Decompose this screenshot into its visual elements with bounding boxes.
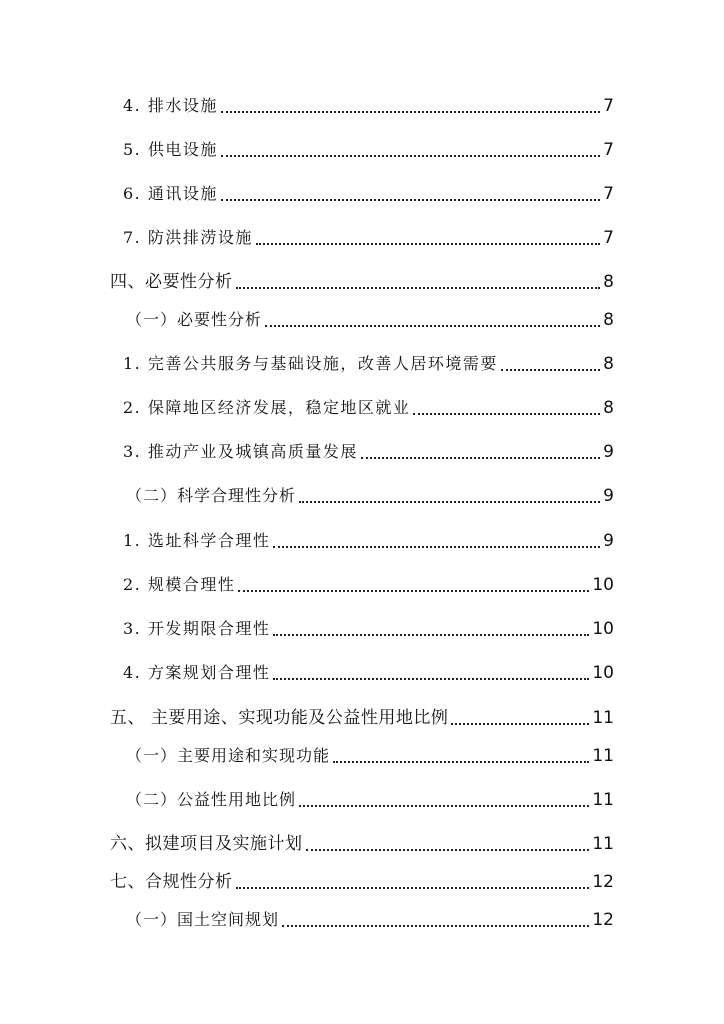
toc-entry-title: 5. 供电设施 bbox=[123, 140, 218, 159]
toc-entry-title: 6. 通讯设施 bbox=[123, 184, 218, 203]
toc-entry[interactable] bbox=[0, 743, 614, 769]
toc-page-number: 7 bbox=[603, 228, 614, 248]
toc-entry-title: 1. 完善公共服务与基础设施，改善人居环境需要 bbox=[123, 354, 498, 373]
toc-entry-title: 4. 排水设施 bbox=[123, 96, 218, 115]
toc-page-number: 10 bbox=[592, 663, 614, 683]
dot-leader bbox=[306, 849, 590, 851]
toc-entry[interactable] bbox=[0, 705, 614, 731]
toc-entry[interactable] bbox=[0, 137, 614, 163]
toc-entry-title: 七、合规性分析 bbox=[110, 872, 233, 892]
toc-entry[interactable] bbox=[0, 660, 614, 686]
toc-entry[interactable] bbox=[0, 869, 614, 895]
dot-leader bbox=[273, 678, 589, 680]
toc-entry-title: 2. 保障地区经济发展，稳定地区就业 bbox=[123, 398, 411, 417]
toc-entry[interactable] bbox=[0, 616, 614, 642]
toc-page-number: 8 bbox=[603, 354, 614, 374]
toc-entry[interactable] bbox=[0, 907, 614, 933]
toc-entry-title: （一）必要性分析 bbox=[126, 310, 263, 329]
toc-page-number: 12 bbox=[592, 910, 614, 930]
toc-page-number: 12 bbox=[592, 872, 614, 892]
dot-leader bbox=[451, 723, 589, 725]
toc-page-number: 10 bbox=[592, 575, 614, 595]
toc-page-number: 8 bbox=[603, 272, 614, 292]
dot-leader bbox=[282, 925, 589, 927]
dot-leader bbox=[501, 369, 600, 371]
toc-entry[interactable] bbox=[0, 225, 614, 251]
toc-page-number: 8 bbox=[603, 398, 614, 418]
dot-leader bbox=[299, 805, 589, 807]
dot-leader bbox=[221, 155, 600, 157]
toc-entry[interactable] bbox=[0, 572, 614, 598]
toc-entry[interactable] bbox=[0, 269, 614, 295]
dot-leader bbox=[273, 634, 589, 636]
toc-entry[interactable] bbox=[0, 307, 614, 333]
toc-entry[interactable] bbox=[0, 528, 614, 554]
dot-leader bbox=[238, 590, 589, 592]
toc-entry[interactable] bbox=[0, 181, 614, 207]
dot-leader bbox=[256, 243, 600, 245]
toc-entry-title: 六、拟建项目及实施计划 bbox=[110, 834, 303, 854]
toc-entry-title: 1. 选址科学合理性 bbox=[123, 531, 271, 550]
toc-entry[interactable] bbox=[0, 831, 614, 857]
toc-entry-title: 3. 开发期限合理性 bbox=[123, 619, 271, 638]
toc-page-number: 7 bbox=[603, 140, 614, 160]
toc-entry[interactable] bbox=[0, 351, 614, 377]
toc-page-number: 8 bbox=[603, 310, 614, 330]
dot-leader bbox=[361, 457, 600, 459]
toc-page-number: 7 bbox=[603, 184, 614, 204]
toc-page-number: 11 bbox=[592, 746, 614, 766]
dot-leader bbox=[273, 546, 600, 548]
dot-leader bbox=[265, 325, 600, 327]
toc-entry-title: 四、必要性分析 bbox=[110, 272, 233, 292]
dot-leader bbox=[413, 413, 600, 415]
toc-page-number: 9 bbox=[603, 531, 614, 551]
dot-leader bbox=[236, 287, 601, 289]
toc-page-number: 9 bbox=[603, 442, 614, 462]
dot-leader bbox=[333, 761, 589, 763]
toc-page-number: 11 bbox=[592, 708, 614, 728]
toc-entry[interactable] bbox=[0, 395, 614, 421]
toc-page-number: 10 bbox=[592, 619, 614, 639]
dot-leader bbox=[221, 111, 600, 113]
toc-entry[interactable] bbox=[0, 439, 614, 465]
toc-entry-title: （一）主要用途和实现功能 bbox=[126, 746, 331, 765]
dot-leader bbox=[299, 501, 600, 503]
toc-page-number: 11 bbox=[592, 834, 614, 854]
dot-leader bbox=[236, 887, 590, 889]
toc-page-number: 7 bbox=[603, 96, 614, 116]
toc-entry-title: 7. 防洪排涝设施 bbox=[123, 228, 253, 247]
toc-entry[interactable] bbox=[0, 787, 614, 813]
toc-entry-title: 五、 主要用途、实现功能及公益性用地比例 bbox=[110, 708, 449, 728]
toc-entry[interactable] bbox=[0, 93, 614, 119]
toc-entry-title: 3. 推动产业及城镇高质量发展 bbox=[123, 442, 358, 461]
toc-entry-title: （一）国土空间规划 bbox=[126, 910, 280, 929]
toc-page-number: 11 bbox=[592, 790, 614, 810]
toc-entry-title: 2. 规模合理性 bbox=[123, 575, 236, 594]
toc-entry-title: （二）科学合理性分析 bbox=[126, 486, 297, 505]
toc-entry-title: （二）公益性用地比例 bbox=[126, 790, 297, 809]
toc-entry-title: 4. 方案规划合理性 bbox=[123, 663, 271, 682]
toc-page-number: 9 bbox=[603, 486, 614, 506]
toc-entry[interactable] bbox=[0, 483, 614, 509]
dot-leader bbox=[221, 199, 600, 201]
